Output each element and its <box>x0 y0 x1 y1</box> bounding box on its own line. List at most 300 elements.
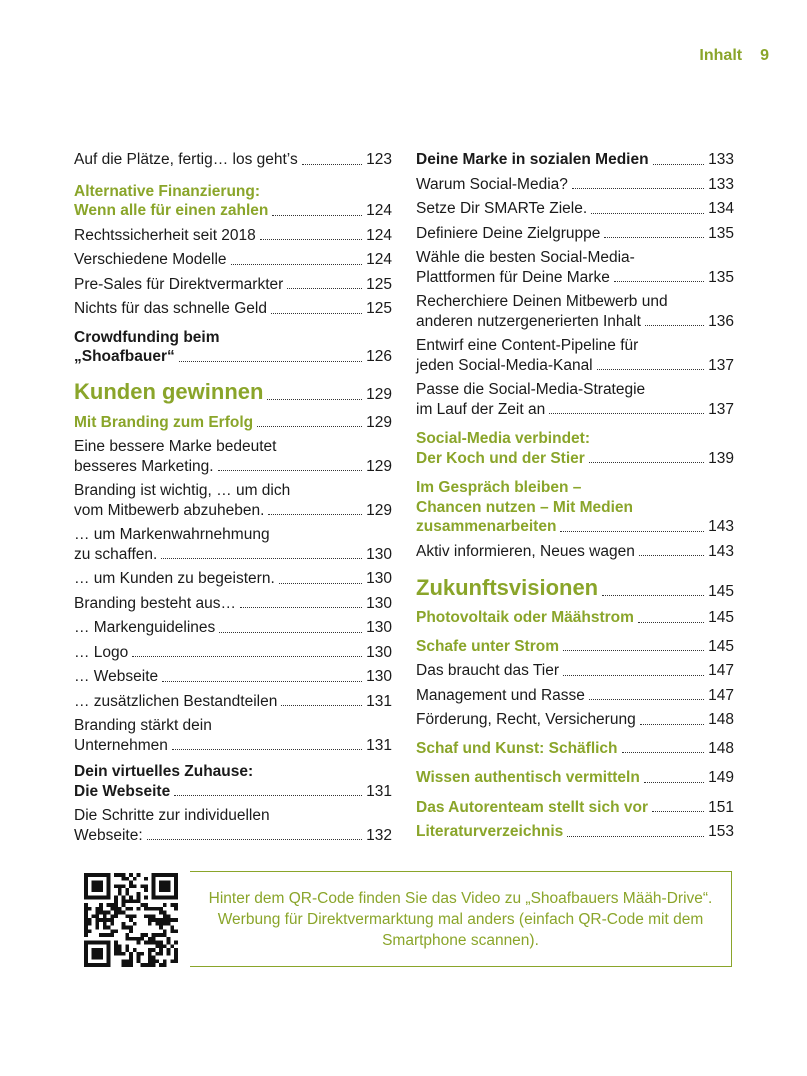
qr-module <box>152 896 156 900</box>
qr-module <box>159 884 163 888</box>
qr-module <box>148 956 152 960</box>
qr-module <box>133 948 137 952</box>
qr-module <box>110 914 114 918</box>
qr-module <box>152 881 156 885</box>
qr-module <box>152 884 156 888</box>
qr-module <box>103 963 107 967</box>
qr-module <box>95 918 99 922</box>
toc-column-left <box>74 150 392 845</box>
toc-entry-line <box>416 517 734 537</box>
toc-entry-line <box>416 380 734 400</box>
toc-entry-line <box>74 716 392 736</box>
qr-module <box>148 959 152 963</box>
qr-module <box>110 903 114 907</box>
toc-entry <box>416 224 734 244</box>
qr-module <box>107 944 111 948</box>
toc-entry-line <box>74 150 392 170</box>
qr-module <box>129 896 133 900</box>
toc-entry-title: Dein virtuelles Zuhause: <box>74 763 254 780</box>
toc-leader-dots <box>563 675 704 676</box>
qr-module <box>84 873 88 877</box>
qr-module <box>114 899 118 903</box>
toc-page-number: 130 <box>366 668 392 685</box>
qr-module <box>129 884 133 888</box>
qr-module <box>129 918 133 922</box>
toc-leader-dots <box>639 555 704 556</box>
qr-module <box>163 933 167 937</box>
toc-entry-line <box>74 501 392 521</box>
qr-module <box>95 881 99 885</box>
toc-leader-dots <box>267 399 362 400</box>
qr-module <box>174 903 178 907</box>
qr-module <box>84 948 88 952</box>
qr-module <box>118 944 122 948</box>
toc-entry-line <box>74 762 392 782</box>
qr-module <box>129 926 133 930</box>
section-title: Inhalt <box>699 47 743 64</box>
qr-module <box>167 881 171 885</box>
qr-module <box>163 888 167 892</box>
toc-entry <box>74 150 392 170</box>
qr-module <box>107 956 111 960</box>
toc-page-number: 125 <box>366 275 392 293</box>
toc-leader-dots <box>218 470 362 471</box>
qr-module <box>84 896 88 900</box>
toc-entry <box>416 429 734 468</box>
qr-module <box>148 907 152 911</box>
toc-page-number: 136 <box>708 312 734 330</box>
toc-entry-title: Eine bessere Marke bedeutet <box>74 438 277 455</box>
toc-entry-title: Mit Branding zum Erfolg <box>74 413 254 431</box>
toc-page-number: 132 <box>366 826 392 844</box>
qr-module <box>107 911 111 915</box>
qr-module <box>107 877 111 881</box>
toc-entry-title: Schaf und Kunst: Schäflich <box>416 739 618 757</box>
toc-entry-title: Recherchiere Deinen Mitbewerb und <box>416 293 668 310</box>
qr-module <box>84 952 88 956</box>
toc-entry <box>416 637 734 657</box>
qr-module <box>159 907 163 911</box>
qr-module <box>99 956 103 960</box>
qr-module <box>114 952 118 956</box>
qr-module <box>95 948 99 952</box>
toc-entry-line <box>416 542 734 562</box>
toc-entry-title: Verschiedene Modelle <box>74 251 227 268</box>
qr-module <box>103 922 107 926</box>
qr-module <box>88 918 92 922</box>
toc-entry <box>416 150 734 170</box>
qr-module <box>122 903 126 907</box>
qr-module <box>88 907 92 911</box>
toc-entry <box>74 328 392 367</box>
qr-module <box>144 963 148 967</box>
toc-entry-line <box>74 643 392 663</box>
qr-module <box>122 911 126 915</box>
toc-entry <box>74 569 392 589</box>
qr-module <box>84 933 88 937</box>
toc-leader-dots <box>162 681 362 682</box>
qr-module <box>163 929 167 933</box>
qr-module <box>174 956 178 960</box>
toc-entry <box>74 525 392 564</box>
toc-entry <box>74 643 392 663</box>
qr-module <box>159 963 163 967</box>
toc-leader-dots <box>260 239 362 240</box>
qr-module <box>118 884 122 888</box>
toc-entry-title: Der Koch und der Stier <box>416 449 585 467</box>
qr-module <box>163 959 167 963</box>
toc-entry-line <box>416 798 734 818</box>
qr-module <box>155 922 159 926</box>
qr-module <box>103 911 107 915</box>
toc-entry-title: anderen nutzergenerierten Inhalt <box>416 312 641 330</box>
toc-entry-title: Nichts für das schnelle Geld <box>74 300 267 317</box>
qr-module <box>99 952 103 956</box>
qr-module <box>99 907 103 911</box>
toc-leader-dots <box>597 369 704 370</box>
qr-module <box>107 963 111 967</box>
toc-page-number: 151 <box>708 798 734 816</box>
qr-module <box>148 922 152 926</box>
qr-module <box>99 963 103 967</box>
qr-module <box>107 881 111 885</box>
toc-entry-line <box>416 429 734 449</box>
toc-page-number: 148 <box>708 739 734 757</box>
toc-page-number: 130 <box>366 643 392 661</box>
qr-module <box>167 937 171 941</box>
qr-module <box>103 926 107 930</box>
toc-entry-line <box>416 449 734 469</box>
toc-page-number: 148 <box>708 711 734 728</box>
qr-module <box>88 929 92 933</box>
toc-entry <box>74 762 392 801</box>
toc-entry <box>416 248 734 287</box>
qr-module <box>155 944 159 948</box>
qr-module <box>148 918 152 922</box>
qr-module <box>148 914 152 918</box>
qr-module <box>144 941 148 945</box>
qr-module <box>152 907 156 911</box>
toc-page-number: 147 <box>708 686 734 704</box>
qr-module <box>159 933 163 937</box>
toc-entry-line <box>416 312 734 332</box>
toc-entry-line <box>74 569 392 589</box>
toc-entry-line <box>416 268 734 288</box>
qr-module <box>99 873 103 877</box>
qr-module <box>95 884 99 888</box>
toc-entry-title: Branding ist wichtig, … um dich <box>74 482 291 499</box>
toc-entry-title: Die Webseite <box>74 782 171 800</box>
qr-module <box>84 941 88 945</box>
qr-module <box>107 896 111 900</box>
toc-entry-line <box>416 575 734 601</box>
qr-module <box>99 918 103 922</box>
qr-module <box>152 963 156 967</box>
qr-module <box>122 877 126 881</box>
toc-page-number: 124 <box>366 251 392 268</box>
qr-module <box>159 896 163 900</box>
toc-leader-dots <box>132 656 362 657</box>
toc-entry-title: Unternehmen <box>74 736 168 754</box>
toc-entry-line <box>74 201 392 221</box>
qr-module <box>114 873 118 877</box>
qr-module <box>129 929 133 933</box>
toc-entry-title: zusammenarbeiten <box>416 518 557 535</box>
toc-entry-title: Das Autorenteam stellt sich vor <box>416 798 648 816</box>
qr-module <box>125 888 129 892</box>
toc-entry-line <box>416 224 734 244</box>
toc-entry <box>74 299 392 319</box>
qr-module <box>92 884 96 888</box>
toc-page-number: 131 <box>366 692 392 710</box>
qr-module <box>163 903 167 907</box>
qr-module <box>122 963 126 967</box>
qr-module <box>95 911 99 915</box>
toc-entry <box>416 542 734 562</box>
toc-leader-dots <box>602 595 704 596</box>
qr-module <box>92 948 96 952</box>
qr-module <box>92 881 96 885</box>
toc-entry-title: … Logo <box>74 643 129 661</box>
toc-entry-title: Wähle die besten Social-Media- <box>416 249 635 266</box>
toc-page-number: 130 <box>366 594 392 612</box>
toc-entry-title: vom Mitbewerb abzuheben. <box>74 501 265 519</box>
qr-module <box>103 933 107 937</box>
toc-page-number: 147 <box>708 662 734 679</box>
toc-page-number: 139 <box>708 449 734 467</box>
toc-entry-title: Kunden gewinnen <box>74 378 264 404</box>
toc-entry <box>74 226 392 246</box>
qr-module <box>163 881 167 885</box>
qr-module <box>118 911 122 915</box>
toc-entry-line <box>416 739 734 759</box>
qr-module <box>137 907 141 911</box>
qr-module <box>118 907 122 911</box>
qr-code <box>84 873 178 967</box>
qr-note-line-3: Smartphone scannen). <box>382 931 539 949</box>
toc-page-number: 137 <box>708 400 734 418</box>
toc-leader-dots <box>614 281 704 282</box>
qr-module <box>148 963 152 967</box>
qr-module <box>122 896 126 900</box>
qr-module <box>140 937 144 941</box>
toc-entry-title: … um Markenwahrnehmung <box>74 526 270 543</box>
toc-entry-line <box>416 248 734 268</box>
toc-entry-line <box>74 413 392 433</box>
toc-page-number: 133 <box>708 151 734 168</box>
toc-entry-title: Plattformen für Deine Marke <box>416 268 610 286</box>
toc-entry-line <box>416 661 734 681</box>
qr-module <box>133 877 137 881</box>
toc-entry-line <box>416 150 734 170</box>
qr-note-box <box>190 871 732 967</box>
toc-entry <box>416 686 734 706</box>
toc-page-number: 145 <box>708 582 734 600</box>
toc-entry <box>416 478 734 537</box>
qr-module <box>167 873 171 877</box>
qr-module <box>137 941 141 945</box>
toc-entry-title: besseres Marketing. <box>74 457 214 475</box>
toc-entry-title: Wissen authentisch vermitteln <box>416 769 640 786</box>
toc-leader-dots <box>257 426 362 427</box>
qr-module <box>114 911 118 915</box>
toc-entry-line <box>74 667 392 687</box>
toc-entry-line <box>416 336 734 356</box>
qr-module <box>84 914 88 918</box>
toc-entry <box>416 380 734 419</box>
toc-entry-title: Literaturverzeichnis <box>416 823 564 840</box>
qr-module <box>95 956 99 960</box>
toc-entry <box>416 822 734 842</box>
toc-entry-line <box>74 379 392 405</box>
toc-entry-line <box>416 498 734 518</box>
toc-page-number: 129 <box>366 413 392 431</box>
toc-leader-dots <box>589 699 704 700</box>
qr-module <box>174 881 178 885</box>
qr-module <box>88 873 92 877</box>
qr-module <box>163 922 167 926</box>
qr-module <box>122 884 126 888</box>
qr-module <box>174 884 178 888</box>
qr-module <box>125 944 129 948</box>
toc-entry <box>416 575 734 601</box>
toc-entry-title: Management und Rasse <box>416 686 585 704</box>
qr-module <box>107 941 111 945</box>
toc-leader-dots <box>287 288 362 289</box>
qr-module <box>137 937 141 941</box>
qr-module <box>103 941 107 945</box>
toc-entry-line <box>74 437 392 457</box>
toc-leader-dots <box>640 724 704 725</box>
toc-leader-dots <box>231 264 362 265</box>
toc-page-number: 124 <box>366 226 392 244</box>
qr-module <box>159 881 163 885</box>
qr-module <box>84 888 88 892</box>
qr-module <box>110 907 114 911</box>
toc-entry-title: Im Gespräch bleiben – <box>416 479 582 496</box>
toc-leader-dots <box>271 313 362 314</box>
toc-entry <box>74 594 392 614</box>
qr-module <box>174 952 178 956</box>
qr-module <box>155 933 159 937</box>
qr-module <box>107 892 111 896</box>
toc-page-number: 126 <box>366 348 392 365</box>
toc-entry-line <box>74 692 392 712</box>
qr-module <box>107 959 111 963</box>
qr-module <box>99 933 103 937</box>
qr-module <box>155 959 159 963</box>
qr-module <box>114 948 118 952</box>
qr-module <box>137 896 141 900</box>
toc-entry <box>416 710 734 730</box>
qr-module <box>125 892 129 896</box>
qr-module <box>92 956 96 960</box>
toc-page-number: 130 <box>366 570 392 587</box>
qr-module <box>152 959 156 963</box>
qr-module <box>159 941 163 945</box>
qr-module <box>88 922 92 926</box>
toc-entry <box>74 250 392 270</box>
qr-module <box>125 877 129 881</box>
toc-entry-title: Branding stärkt dein <box>74 717 212 734</box>
qr-module <box>99 941 103 945</box>
toc-leader-dots <box>644 782 704 783</box>
qr-module <box>84 877 88 881</box>
qr-module <box>155 941 159 945</box>
qr-module <box>114 914 118 918</box>
qr-module <box>103 918 107 922</box>
qr-module <box>170 929 174 933</box>
toc-leader-dots <box>560 531 704 532</box>
qr-module <box>133 937 137 941</box>
qr-module <box>107 888 111 892</box>
qr-module <box>84 926 88 930</box>
qr-module <box>99 896 103 900</box>
toc-entry-title: Zukunftsvisionen <box>416 575 599 600</box>
qr-module <box>114 941 118 945</box>
toc-entry-title: Crowdfunding beim <box>74 328 220 346</box>
qr-module <box>99 903 103 907</box>
toc-entry-title: … um Kunden zu begeistern. <box>74 570 275 587</box>
toc-entry-title: … Webseite <box>74 668 159 685</box>
qr-module <box>99 948 103 952</box>
toc-page-number: 130 <box>366 545 392 563</box>
toc-entry-title: Chancen nutzen – Mit Medien <box>416 498 634 516</box>
toc-leader-dots <box>219 632 362 633</box>
qr-module <box>170 873 174 877</box>
toc-entry <box>416 292 734 331</box>
qr-module <box>99 884 103 888</box>
qr-module <box>118 948 122 952</box>
toc-entry-title: Alternative Finanzierung: <box>74 182 261 200</box>
toc-leader-dots <box>240 607 362 608</box>
toc-page-number: 134 <box>708 200 734 217</box>
toc-page-number: 129 <box>366 457 392 475</box>
qr-module <box>84 907 88 911</box>
toc-entry-line <box>416 400 734 420</box>
toc-entry <box>74 437 392 476</box>
qr-module <box>92 873 96 877</box>
toc-entry-line <box>74 826 392 846</box>
toc-entry-title: „Shoafbauer“ <box>74 348 175 365</box>
qr-module <box>107 948 111 952</box>
qr-module <box>167 948 171 952</box>
qr-module <box>84 922 88 926</box>
toc-leader-dots <box>652 811 704 812</box>
qr-module <box>159 948 163 952</box>
qr-module <box>129 952 133 956</box>
toc-leader-dots <box>272 215 362 216</box>
toc-leader-dots <box>302 164 362 165</box>
qr-module <box>84 903 88 907</box>
toc-entry-title: im Lauf der Zeit an <box>416 400 546 418</box>
qr-module <box>84 884 88 888</box>
qr-module <box>152 937 156 941</box>
toc-leader-dots <box>638 622 704 623</box>
toc-entry-line <box>416 292 734 312</box>
qr-module <box>174 907 178 911</box>
toc-entry <box>416 768 734 788</box>
qr-module <box>174 888 178 892</box>
qr-module <box>95 907 99 911</box>
qr-module <box>159 922 163 926</box>
qr-module <box>155 907 159 911</box>
toc-page-number: 143 <box>708 518 734 535</box>
qr-module <box>159 952 163 956</box>
qr-module <box>148 948 152 952</box>
qr-module <box>129 959 133 963</box>
toc-entry-line <box>74 226 392 246</box>
